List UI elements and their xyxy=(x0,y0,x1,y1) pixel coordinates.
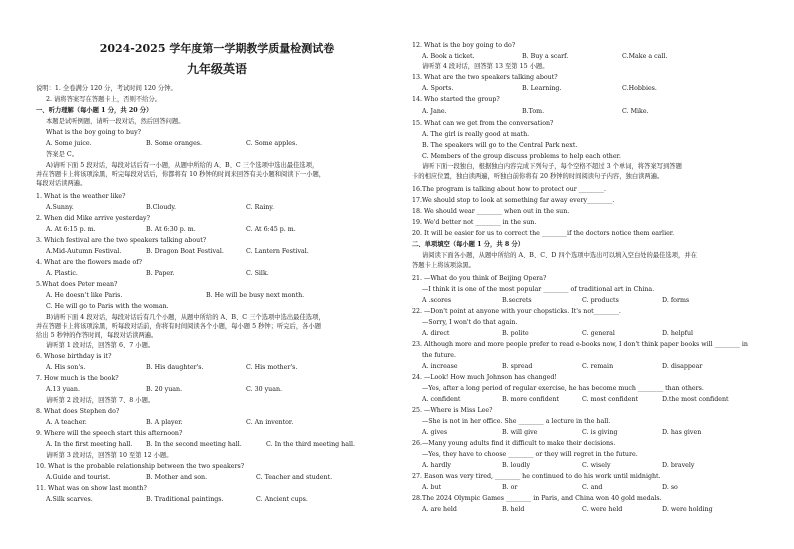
mc-question-line: 25. —Where is Miss Lee? xyxy=(412,407,493,414)
section1-heading: 一、听力理解（每小题 1 分，共 20 分） xyxy=(36,107,153,114)
listening-note: 请听第 4 段对话，回答第 13 至第 15 小题。 xyxy=(422,63,549,70)
fill-blank-item[interactable]: 16.The program is talking about how to protect our ________. xyxy=(412,186,606,193)
answer-option[interactable]: A.13 yuan. xyxy=(46,386,80,393)
mc-question-line: —Yes, after a long period of regular exercise, he has become much ________ than others. xyxy=(422,385,704,392)
answer-option[interactable]: A. direct xyxy=(422,330,450,337)
answer-option[interactable]: D. forms xyxy=(662,297,690,304)
answer-option[interactable]: A. His son's. xyxy=(46,364,86,371)
answer-option[interactable]: A.Silk scarves. xyxy=(46,496,93,503)
fill-blank-item[interactable]: 20. It will be easier for us to correct the ________if the doctors notice them earlier. xyxy=(412,230,675,237)
answer-option[interactable]: C. Mike. xyxy=(622,108,649,115)
listening-note: 请听第 3 段对话，回答第 10 至第 12 小题。 xyxy=(46,452,173,459)
answer-option[interactable]: C. wisely xyxy=(582,462,611,469)
answer-option[interactable]: A. gives xyxy=(422,429,448,436)
answer-option[interactable]: B. At 6:30 p. m. xyxy=(146,226,196,233)
answer-option[interactable]: C. Ancient cups. xyxy=(256,496,308,503)
answer-option[interactable]: C. At 6:45 p. m. xyxy=(246,226,296,233)
answer-option[interactable]: A. He doesn't like Paris. xyxy=(46,292,123,299)
answer-option[interactable]: C. products xyxy=(582,297,619,304)
answer-option[interactable]: B.Tom. xyxy=(522,108,545,115)
answer-option[interactable]: C. general xyxy=(582,330,615,337)
mc-question-line: 22. —Don't point at anyone with your chopsticks. It's not________. xyxy=(412,308,621,315)
answer-option[interactable]: D. has given xyxy=(662,429,702,436)
answer-option[interactable]: B. or xyxy=(502,484,518,491)
instruction-2: 2. 请将答案写在答题卡上，否则不给分。 xyxy=(46,96,162,103)
answer-option[interactable]: A.Sunny. xyxy=(46,204,74,211)
answer-option[interactable]: D.the most confident xyxy=(662,396,729,403)
answer-option[interactable]: A.Guide and tourist. xyxy=(46,474,111,481)
instruction-1: 说明：1. 全卷满分 120 分，考试时间 120 分钟。 xyxy=(36,85,177,92)
question-stem: 7. How much is the book? xyxy=(36,375,119,382)
answer-option[interactable]: A. Book a ticket. xyxy=(422,53,475,60)
partB-line: 给出 5 秒钟的作答时间，每段对话读两遍。 xyxy=(36,332,158,339)
answer-option[interactable]: C. His mother's. xyxy=(246,364,298,371)
question-stem: 15. What can we get from the conversation? xyxy=(412,120,554,127)
mc-question-line: 24. —Look! How much Johnson has changed! xyxy=(412,374,557,381)
question-stem: 10. What is the probable relationship between the two speakers? xyxy=(36,463,245,470)
question-stem: 4. What are the flowers made of? xyxy=(36,259,142,266)
listening-note: 请听第 1 段对话，回答第 6、7 小题。 xyxy=(46,342,155,349)
mc-question-line: —She is not in her office. She ________ a lecture in the hall. xyxy=(422,418,611,425)
example-option: A. Some juice. xyxy=(46,140,92,147)
mc-question-line: the future. xyxy=(422,352,457,359)
answer-option[interactable]: B. held xyxy=(502,506,525,513)
answer-option[interactable]: C. Members of the group discuss problems to help each other. xyxy=(422,153,621,160)
answer-option[interactable]: A. but xyxy=(422,484,442,491)
question-stem: 2. When did Mike arrive yesterday? xyxy=(36,215,150,222)
mc-question-line: 28.The 2024 Olympic Games ________ in Paris, and China won 40 gold medals. xyxy=(412,495,662,502)
answer-option[interactable]: B. spread xyxy=(502,363,533,370)
answer-option[interactable]: A. confident xyxy=(422,396,461,403)
example-option: B. Some oranges. xyxy=(146,140,203,147)
mc-question-line: —I think it is one of the most popular ________ of traditional art in China. xyxy=(422,286,655,293)
example-intro: 本题是试听例题，请听一段对话，然后回答问题。 xyxy=(46,118,185,125)
answer-option[interactable]: B. A player. xyxy=(146,419,183,426)
mc-question-line: 26.—Many young adults find it difficult to make their decisions. xyxy=(412,440,616,447)
question-stem: 5.What does Peter mean? xyxy=(36,281,118,288)
example-question: What is the boy going to buy? xyxy=(46,129,142,136)
answer-option[interactable]: C. is giving xyxy=(582,429,618,436)
partA-line: 并在答题卡上将该项涂黑，听完每段对话后，你都将有 10 秒钟的时间来回答有关小题和阅读下一小题， xyxy=(36,171,326,178)
question-stem: 12. What is the boy going to do? xyxy=(412,42,516,49)
example-option: C. Some apples. xyxy=(246,140,298,147)
answer-option[interactable]: A. Sports. xyxy=(422,85,454,92)
answer-option[interactable]: B. Dragon Boat Festival. xyxy=(146,248,224,255)
question-stem: 9. Where will the speech start this afternoon? xyxy=(36,430,183,437)
partA-line: A)请听下面 5 段对话，每段对话后有一小题，从题中所给的 A、B、C 三个选项中选出最佳选项， xyxy=(46,162,319,169)
answer-option[interactable]: A. The girl is really good at math. xyxy=(422,131,530,138)
partB-line: B)请听下面 4 段对话，每段对话后有几个小题，从题中所给的 A、B、C 三个选项中选出最佳选项， xyxy=(46,314,325,321)
question-stem: 13. What are the two speakers talking about? xyxy=(412,74,558,81)
answer-option[interactable]: A. are held xyxy=(422,506,457,513)
example-answer: 答案是 C。 xyxy=(46,151,79,158)
question-stem: 8. What does Stephen do? xyxy=(36,408,120,415)
answer-option[interactable]: B. polite xyxy=(502,330,529,337)
answer-option[interactable]: A. A teacher. xyxy=(46,419,87,426)
answer-option[interactable]: B. Paper. xyxy=(146,270,175,277)
answer-option[interactable]: A. Jane. xyxy=(422,108,447,115)
listening-note: 请听第 2 段对话，回答第 7、8 小题。 xyxy=(46,397,155,404)
answer-option[interactable]: A. In the first meeting hall. xyxy=(46,441,133,448)
section2-heading: 二、单项填空（每小题 1 分，共 8 分） xyxy=(412,241,524,248)
exam-title: 2024-2025 学年度第一学期教学质量检测试卷 xyxy=(99,42,335,55)
partB-line: 并在答题卡上将该项涂黑，听每段对话前，你将有时间阅读各个小题，每小题 5 秒钟；听完后，各小题 xyxy=(36,323,322,330)
answer-option[interactable]: A. increase xyxy=(422,363,458,370)
answer-option[interactable]: B. In the second meeting hall. xyxy=(146,441,242,448)
mc-question-line: 27. Eason was very tired, ________ he continued to do his work until midnight. xyxy=(412,473,661,480)
fill-blank-item[interactable]: 18. We should wear ________ when out in the sun. xyxy=(412,208,570,215)
answer-option[interactable]: C. An inventor. xyxy=(246,419,294,426)
answer-option[interactable]: C. In the third meeting hall. xyxy=(266,441,355,448)
answer-option[interactable]: A. hardly xyxy=(422,462,451,469)
question-stem: 6. Whose birthday is it? xyxy=(36,353,112,360)
answer-option[interactable]: D. were holding xyxy=(662,506,713,513)
answer-option[interactable]: D. so xyxy=(662,484,678,491)
answer-option[interactable]: C.Make a call. xyxy=(622,53,668,60)
question-stem: 3. Which festival are the two speakers talking about? xyxy=(36,237,207,244)
answer-option[interactable]: B. Buy a scarf. xyxy=(522,53,569,60)
answer-option[interactable]: C. and xyxy=(582,484,603,491)
answer-option[interactable]: B. 20 yuan. xyxy=(146,386,183,393)
mc-question-line: 21. —What do you think of Beijing Opera? xyxy=(412,275,547,282)
partC-line: 卡的相应位置，独白读两遍，听独白前你将有 20 秒钟的时间阅读句子内容，独白读两遍。 xyxy=(412,173,664,180)
exam-subtitle: 九年级英语 xyxy=(186,62,247,76)
answer-option[interactable]: C. Teacher and student. xyxy=(256,474,333,481)
answer-option[interactable]: B. will give xyxy=(502,429,538,436)
answer-option[interactable]: C. Lantern Festival. xyxy=(246,248,309,255)
answer-option[interactable]: A .scores xyxy=(422,297,452,304)
fill-blank-item[interactable]: 17.We should stop to look at something far away every________. xyxy=(412,197,615,204)
answer-option[interactable]: C. were held xyxy=(582,506,623,513)
answer-option[interactable]: C. Rainy. xyxy=(246,204,275,211)
answer-option[interactable]: C. 30 yuan. xyxy=(246,386,283,393)
answer-option[interactable]: B. He will be busy next month. xyxy=(206,292,305,299)
answer-option[interactable]: A. Plastic. xyxy=(46,270,78,277)
answer-option[interactable]: B. Mother and son. xyxy=(146,474,208,481)
answer-option[interactable]: C. most confident xyxy=(582,396,639,403)
answer-option[interactable]: A. At 6:15 p. m. xyxy=(46,226,96,233)
answer-option[interactable]: D. disappear xyxy=(662,363,703,370)
question-stem: 11. What was on show last month? xyxy=(36,485,147,492)
section2-intro: 请阅读下面各小题，从题中所给的 A、B、C、D 四个选项中选出可以填入空白处的最佳选项，并在 xyxy=(422,252,697,259)
answer-option[interactable]: B. Traditional paintings. xyxy=(146,496,224,503)
mc-question-line: —Yes, they have to choose ________ or they will regret in the future. xyxy=(422,451,638,458)
fill-blank-item[interactable]: 19. We'd better not ________ in the sun. xyxy=(412,219,537,226)
answer-option[interactable]: D. helpful xyxy=(662,330,694,337)
partC-line: 请听下面一段独白，根据独白内容完成下列句子，每个空格不超过 3 个单词，将答案写到答题 xyxy=(422,163,682,170)
answer-option[interactable]: C. He will go to Paris with the woman. xyxy=(46,303,169,310)
answer-option[interactable]: B.Cloudy. xyxy=(146,204,177,211)
partA-line: 每段对话读两遍。 xyxy=(36,180,87,187)
mc-question-line: 23. Although more and more people prefer to read e-books now, I don't think paper books will ________ in xyxy=(412,341,748,348)
question-stem: 14. Who started the group? xyxy=(412,96,500,103)
question-stem: 1. What is the weather like? xyxy=(36,193,126,200)
mc-question-line: —Sorry, I won't do that again. xyxy=(422,319,518,326)
answer-option[interactable]: B. more confident xyxy=(502,396,560,403)
answer-option[interactable]: B. The speakers will go to the Central Park next. xyxy=(422,142,578,149)
answer-option[interactable]: A.Mid-Autumn Festival. xyxy=(46,248,122,255)
answer-option[interactable]: B. Learning. xyxy=(522,85,562,92)
answer-option[interactable]: B.secrets xyxy=(502,297,532,304)
answer-option[interactable]: B. His daughter's. xyxy=(146,364,204,371)
answer-option[interactable]: C.Hobbies. xyxy=(622,85,657,92)
answer-option[interactable]: B. loudly xyxy=(502,462,531,469)
answer-option[interactable]: D. bravely xyxy=(662,462,695,469)
answer-option[interactable]: C. remain xyxy=(582,363,614,370)
answer-option[interactable]: C. Silk. xyxy=(246,270,269,277)
section2-intro: 答题卡上将该项涂黑。 xyxy=(412,262,475,269)
